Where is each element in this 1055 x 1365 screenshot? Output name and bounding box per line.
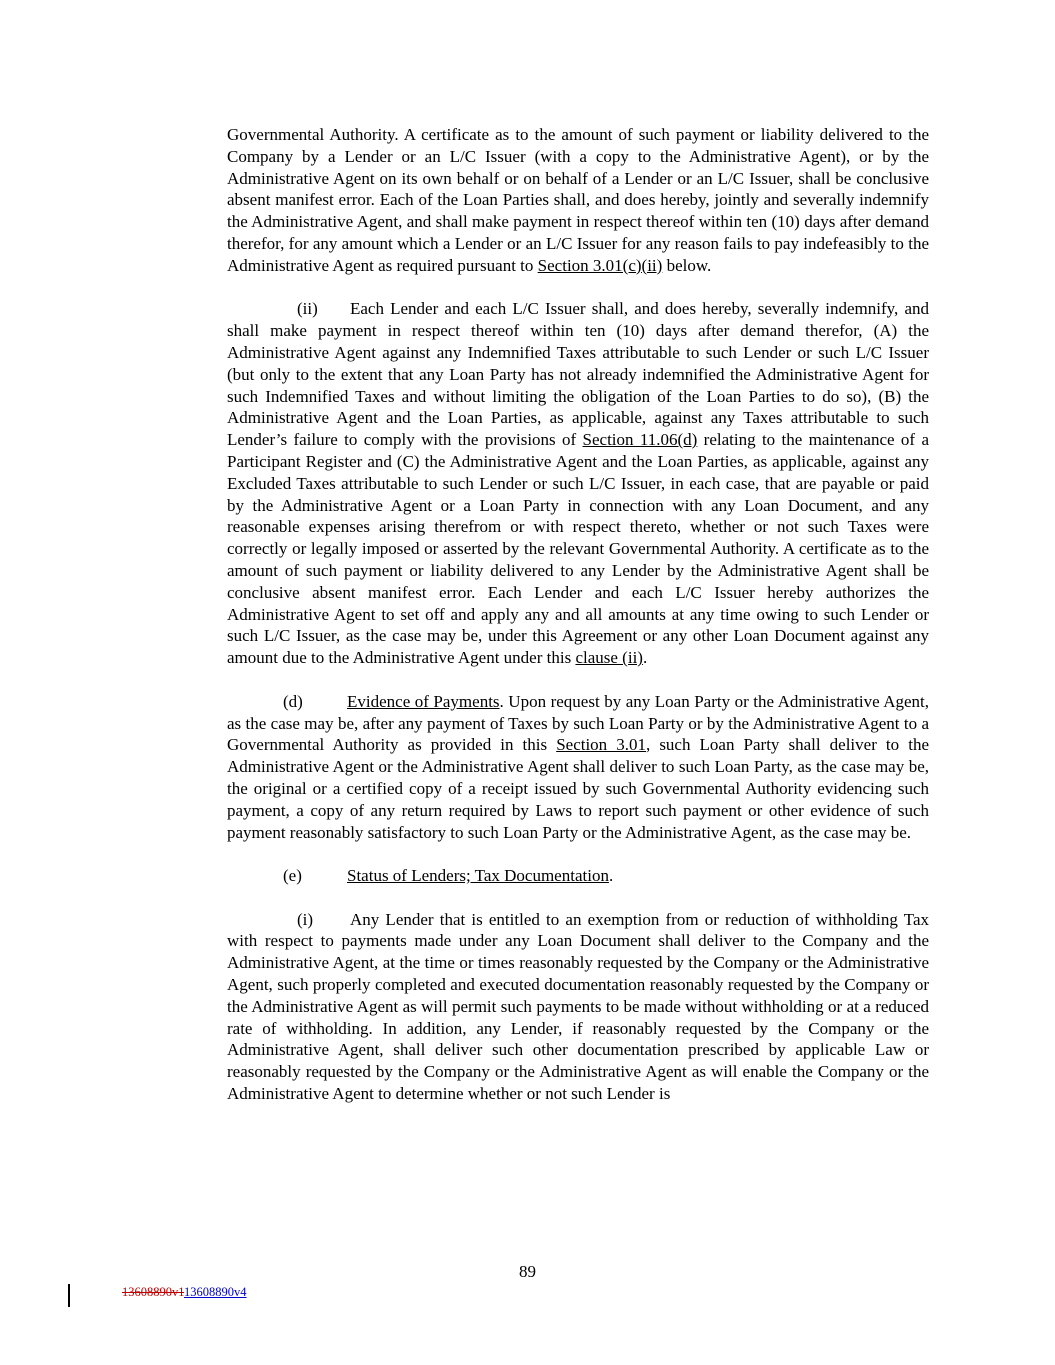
paragraph-d-evidence-of-payments (227, 691, 929, 844)
clause-label: (d) (283, 691, 303, 711)
paragraph-e-status-of-lenders (227, 865, 929, 887)
body-text: relating to the maintenance of a Participant Register and (C) the Administrative Agent and the Loan Parties, as applicable, against any Excluded Taxes attributable to such Lender or such L/C Issuer, in each case, that are payable or paid by the Administrative Agent or a Loan Party in connection with any Loan Document, and any reasonable expenses arising therefrom or with respect thereto, whether or not such Taxes were correctly or legally imposed or asserted by the relevant Governmental Authority. A certificate as to the amount of such payment or liability delivered to any Lender by the Administrative Agent shall be conclusive absent manifest error. Each Lender and each L/C Issuer hereby authorizes the Administrative Agent to set off and apply any and all amounts at any time owing to such Lender or such L/C Issuer, as the case may be, under this Agreement or any other Loan Document against any amount due to the Administrative Agent under this (227, 430, 929, 668)
stamp-old-version: 13608890v1 (122, 1285, 185, 1299)
page-number: 89 (519, 1262, 536, 1281)
section-reference: Section 11.06(d) (582, 430, 698, 450)
document-stamp (122, 1285, 247, 1300)
body-text: Each Lender and each L/C Issuer shall, and does hereby, severally indemnify, and shall make payment in respect thereof within ten (10) days after demand therefor, (A) the Administrative Agent against any Indemnified Taxes attributable to such Lender or such L/C Issuer (but only to the extent that any Loan Party has not already indemnified the Administrative Agent for such Indemnified Taxes and without limiting the obligation of the Loan Parties to do so), (B) the Administrative Agent and the Loan Parties, as applicable, against any Taxes attributable to such Lender’s failure to comply with the provisions of (227, 299, 929, 450)
clause-label: (e) (283, 866, 302, 886)
body-text: . (608, 866, 614, 886)
clause-label: (i) (297, 909, 314, 929)
clause-reference: clause (ii) (575, 648, 643, 668)
clause-label: (ii) (297, 299, 318, 319)
body-text: . Upon request by any Loan Party or the Administrative Agent, as the case may be, after any payment of Taxes by such Loan Party or by the Administrative Agent to a Governmental Authority as provided in this (227, 691, 929, 755)
body-text: , such Loan Party shall deliver to the Administrative Agent or the Administrative Agent shall deliver to such Loan Party, as the case may be, the original or a certified copy of a receipt issued by such Governmental Authority evidencing such payment, a copy of any return required by Laws to report such payment or other evidence of such payment reasonably satisfactory to such Loan Party or the Administrative Agent, as the case may be. (227, 735, 929, 842)
document-body (227, 124, 929, 1105)
body-text: Governmental Authority. A certificate as to the amount of such payment or liability delivered to the Company by a Lender or an L/C Issuer (with a copy to the Administrative Agent), or by the Administrative Agent on its own behalf or on behalf of a Lender or an L/C Issuer, shall be conclusive absent manifest error. Each of the Loan Parties shall, and does hereby, jointly and severally indemnify the Administrative Agent, and shall make payment in respect thereof within ten (10) days after demand therefor, for any amount which a Lender or an L/C Issuer for any reason fails to pay indefeasibly to the Administrative Agent as required pursuant to (227, 125, 929, 275)
paragraph-e-i (227, 909, 929, 1105)
section-reference: Section 3.01(c)(ii) (537, 255, 663, 275)
body-text: below. (662, 255, 712, 275)
clause-heading: Status of Lenders; Tax Documentation (347, 866, 609, 886)
body-text: Any Lender that is entitled to an exemption from or reduction of withholding Tax with respect to payments made under any Loan Document shall deliver to the Company and the Administrative Agent, at the time or times reasonably requested by the Company or the Administrative Agent, such properly completed and executed documentation reasonably requested by the Company or the Administrative Agent as will permit such payments to be made without withholding or at a reduced rate of withholding. In addition, any Lender, if reasonably requested by the Company or the Administrative Agent, shall deliver such other documentation prescribed by applicable Law or reasonably requested by the Company or the Administrative Agent as will enable the Company or the Administrative Agent to determine whether or not such Lender is (227, 909, 929, 1104)
paragraph-c-ii (227, 298, 929, 669)
paragraph-c-i-continuation (227, 124, 929, 277)
change-bar (68, 1284, 70, 1307)
stamp-new-version: 13608890v4 (184, 1285, 247, 1299)
section-reference: Section 3.01 (556, 735, 646, 755)
clause-heading: Evidence of Payments (347, 691, 500, 711)
body-text: . (642, 648, 648, 668)
